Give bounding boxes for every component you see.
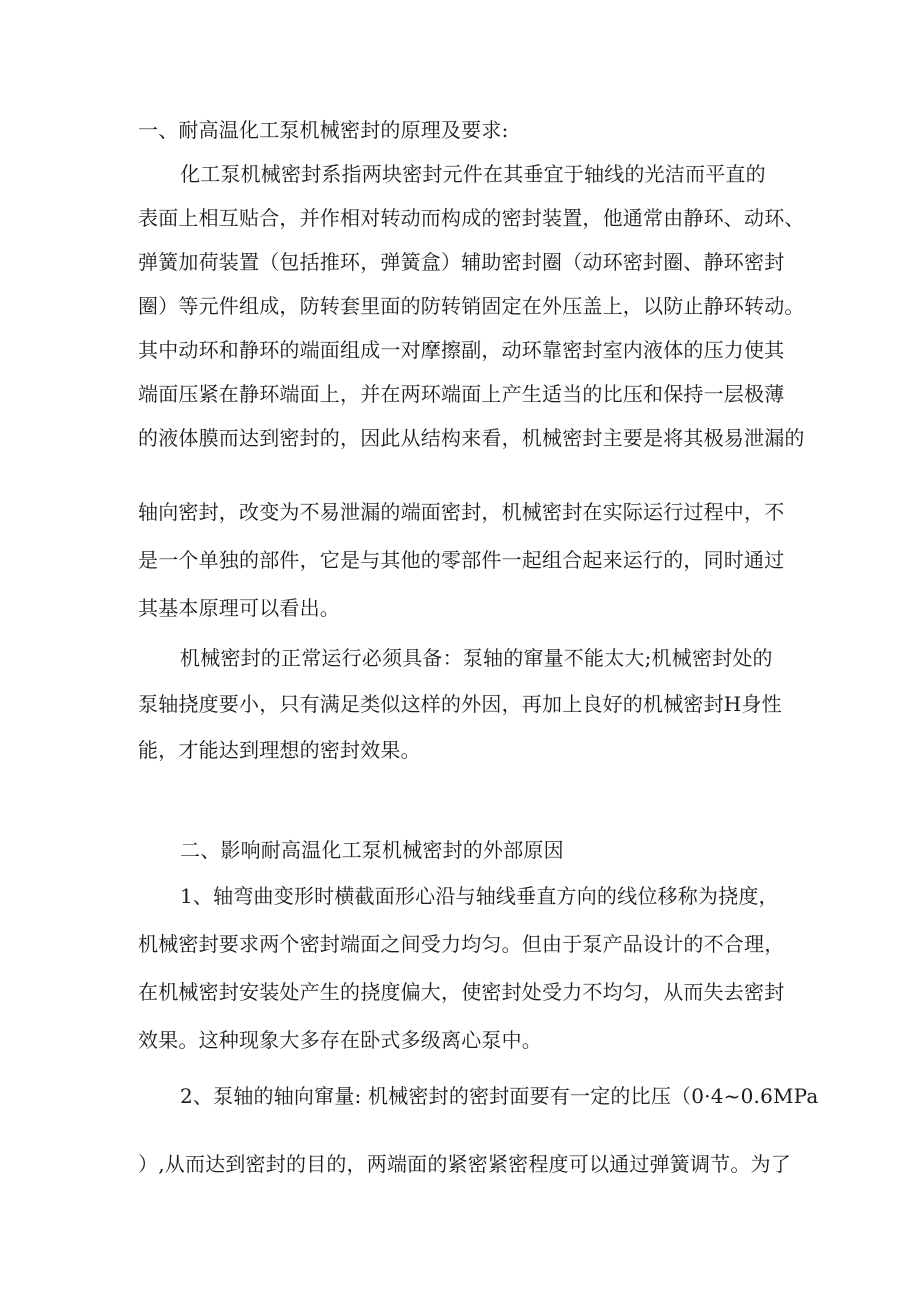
- paragraph-line: 泵轴挠度要小，只有满足类似这样的外因，再加上良好的机械密封H身性: [138, 692, 782, 716]
- paragraph-line: 弹簧加荷装置（包括推环，弹簧盒）辅助密封圈（动环密封圈、静环密封: [138, 250, 785, 274]
- section1-heading: 一、耐高温化工泵机械密封的原理及要求:: [138, 118, 509, 142]
- paragraph-line: 能，才能达到理想的密封效果。: [138, 738, 421, 762]
- paragraph-line: 是一个单独的部件，它是与其他的零部件一起组合起来运行的，同时通过: [138, 548, 785, 572]
- paragraph-line: 效果。这种现象大多存在卧式多级离心泵中。: [138, 1028, 542, 1052]
- paragraph-line: ）,从而达到密封的目的，两端面的紧密紧密程度可以通过弹簧调节。为了: [138, 1152, 791, 1176]
- paragraph-line: 的液体膜而达到密封的，因此从结构来看，机械密封主要是将其极易泄漏的: [138, 426, 805, 450]
- paragraph-line: 其基本原理可以看出。: [138, 596, 340, 620]
- paragraph-line: 1、轴弯曲变形时横截面形心沿与轴线垂直方向的线位移称为挠度，: [180, 884, 779, 908]
- paragraph-line: 2、泵轴的轴向窜量: 机械密封的密封面要有一定的比压（0·4~0.6MPa: [180, 1084, 819, 1108]
- paragraph-line: 在机械密封安装处产生的挠度偏大，使密封处受力不均匀，从而失去密封: [138, 980, 785, 1004]
- paragraph-line: 化工泵机械密封系指两块密封元件在其垂宜于轴线的光洁而平直的: [180, 162, 766, 186]
- paragraph-line: 机械密封的正常运行必须具备：泵轴的窜量不能太大;机械密封处的: [180, 646, 773, 670]
- section2-heading: 二、影响耐高温化工泵机械密封的外部原因: [180, 838, 564, 862]
- paragraph-line: 圈）等元件组成，防转套里面的防转销固定在外压盖上，以防止静环转动。: [138, 294, 805, 318]
- paragraph-line: 其中动环和静环的端面组成一对摩擦副，动环靠密封室内液体的压力使其: [138, 338, 785, 362]
- paragraph-line: 表面上相互贴合，并作相对转动而构成的密封装置，他通常由静环、动环、: [138, 206, 805, 230]
- paragraph-line: 轴向密封，改变为不易泄漏的端面密封，机械密封在实际运行过程中，不: [138, 500, 785, 524]
- paragraph-line: 机械密封要求两个密封端面之间受力均匀。但由于泵产品设计的不合理，: [138, 932, 785, 956]
- paragraph-line: 端面压紧在静环端面上，并在两环端面上产生适当的比压和保持一层极薄: [138, 382, 785, 406]
